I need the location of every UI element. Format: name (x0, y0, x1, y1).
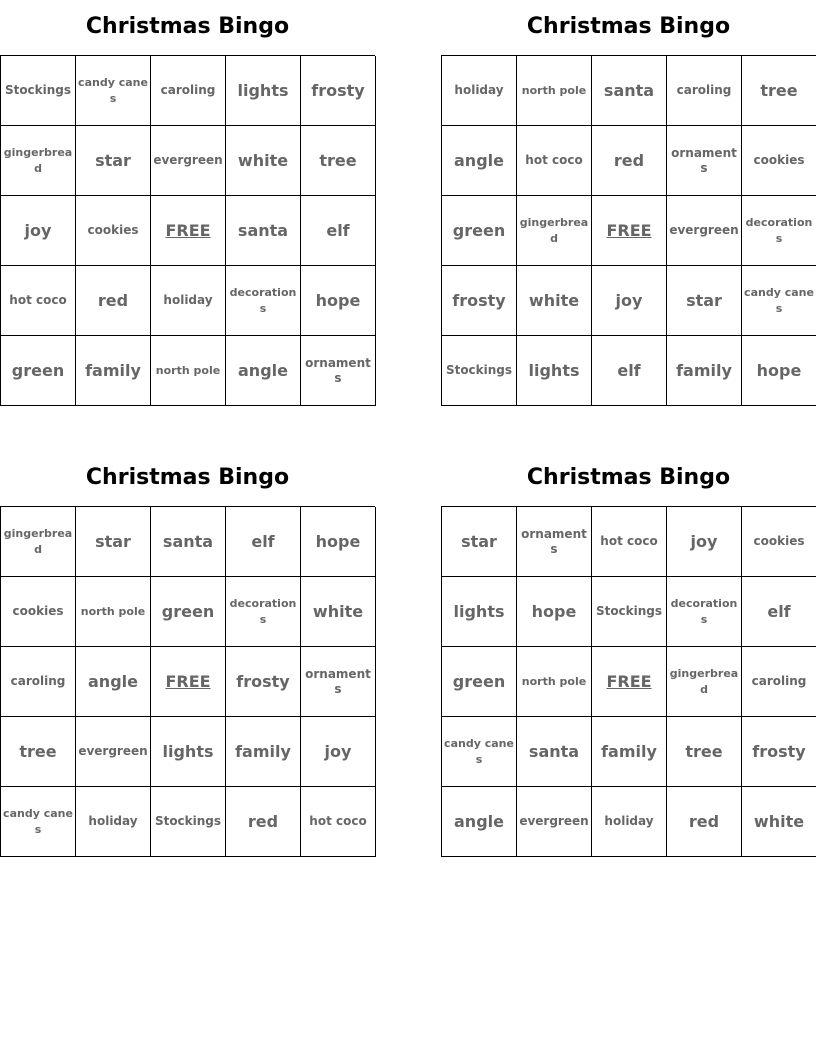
bingo-cell (1, 577, 76, 647)
bingo-cell (301, 266, 376, 336)
bingo-cell (442, 56, 517, 126)
bingo-cell (517, 336, 592, 406)
bingo-cell-text: santa (237, 220, 289, 240)
free-space-text: FREE (165, 220, 211, 240)
bingo-cell (442, 196, 517, 266)
bingo-cell (151, 336, 226, 406)
bingo-cell-text: red (688, 811, 720, 831)
bingo-cell-text: white (528, 290, 580, 310)
bingo-cell-text: cookies (12, 604, 64, 618)
bingo-cell (442, 717, 517, 787)
bingo-cell-text: caroling (10, 674, 66, 688)
bingo-cell-text: frosty (236, 671, 290, 691)
bingo-cell-text: green (161, 601, 215, 621)
bingo-cell (667, 577, 742, 647)
bingo-cell (592, 507, 667, 577)
bingo-cell-text: white (312, 601, 364, 621)
bingo-cell-text: decorations (229, 596, 297, 626)
bingo-cell-text: ornaments (305, 666, 371, 696)
bingo-cell (667, 266, 742, 336)
bingo-cell (76, 336, 151, 406)
bingo-cell (742, 717, 816, 787)
bingo-cell-text: star (461, 531, 497, 551)
bingo-cell-text: caroling (751, 674, 807, 688)
bingo-cell (1, 56, 76, 126)
bingo-cell (226, 647, 301, 717)
bingo-cell-text: tree (19, 741, 57, 761)
bingo-cell-text: gingerbread (3, 526, 73, 556)
bingo-cell-text: decorations (229, 285, 297, 315)
bingo-cell (742, 266, 816, 336)
bingo-cell (442, 266, 517, 336)
bingo-cell (301, 787, 376, 857)
bingo-cell-text: star (95, 150, 131, 170)
bingo-grid (0, 55, 375, 406)
bingo-cell (667, 647, 742, 717)
bingo-cell (151, 196, 226, 266)
bingo-cell (667, 126, 742, 196)
bingo-cell (592, 787, 667, 857)
bingo-cell (667, 787, 742, 857)
bingo-cell (742, 507, 816, 577)
bingo-cell (517, 787, 592, 857)
bingo-cell (517, 56, 592, 126)
bingo-cell (76, 266, 151, 336)
bingo-cell (517, 196, 592, 266)
bingo-cell-text: lights (162, 741, 214, 761)
bingo-cell (517, 717, 592, 787)
bingo-cell (76, 56, 151, 126)
bingo-cell (301, 717, 376, 787)
bingo-cell-text: family (85, 360, 141, 380)
bingo-cell-text: hope (315, 290, 361, 310)
bingo-cell-text: holiday (163, 293, 213, 307)
bingo-cell (1, 126, 76, 196)
bingo-cell (592, 647, 667, 717)
bingo-cell-text: Stockings (595, 604, 663, 618)
bingo-cell (76, 507, 151, 577)
free-space-text: FREE (165, 671, 211, 691)
bingo-cell-text: holiday (454, 83, 504, 97)
bingo-cell-text: frosty (311, 80, 365, 100)
bingo-cell (592, 56, 667, 126)
bingo-cell-text: candy canes (3, 806, 73, 836)
bingo-cell (742, 577, 816, 647)
bingo-cell-text: joy (690, 531, 718, 551)
bingo-cell (151, 56, 226, 126)
bingo-cell-text: north pole (155, 363, 221, 377)
bingo-cell-text: candy canes (78, 75, 148, 105)
bingo-cell-text: cookies (753, 534, 805, 548)
bingo-cell (442, 647, 517, 717)
card-title: Christmas Bingo (85, 465, 290, 490)
bingo-cell (592, 717, 667, 787)
bingo-cell (742, 56, 816, 126)
bingo-cell (517, 647, 592, 717)
bingo-cell (226, 196, 301, 266)
bingo-cell-text: candy canes (444, 736, 514, 766)
bingo-cell-text: santa (528, 741, 580, 761)
bingo-cell-text: joy (324, 741, 352, 761)
bingo-cell (517, 577, 592, 647)
bingo-cell-text: hot coco (309, 814, 367, 828)
bingo-cell-text: tree (319, 150, 357, 170)
bingo-cell (76, 126, 151, 196)
bingo-cell-text: family (601, 741, 657, 761)
bingo-cell (151, 787, 226, 857)
bingo-cell (517, 266, 592, 336)
bingo-cell-text: hope (531, 601, 577, 621)
bingo-cell-text: white (237, 150, 289, 170)
bingo-cell-text: family (235, 741, 291, 761)
bingo-cell (592, 196, 667, 266)
bingo-cell-text: lights (453, 601, 505, 621)
bingo-cell (1, 196, 76, 266)
bingo-cell-text: hope (315, 531, 361, 551)
bingo-cell (592, 126, 667, 196)
bingo-grid (441, 55, 816, 406)
bingo-cell (151, 647, 226, 717)
bingo-cell-text: santa (162, 531, 214, 551)
bingo-cell (517, 126, 592, 196)
bingo-cell-text: hot coco (600, 534, 658, 548)
bingo-cell-text: red (247, 811, 279, 831)
card-title: Christmas Bingo (526, 465, 731, 490)
bingo-cell (1, 507, 76, 577)
bingo-grid (0, 506, 375, 857)
bingo-cell-text: elf (326, 220, 350, 240)
bingo-cell (592, 266, 667, 336)
bingo-cell-text: red (97, 290, 129, 310)
bingo-cell (517, 507, 592, 577)
bingo-cell (742, 647, 816, 717)
bingo-cell-text: green (452, 220, 506, 240)
bingo-cell (151, 717, 226, 787)
bingo-cell-text: caroling (676, 83, 732, 97)
bingo-cell (301, 126, 376, 196)
bingo-cell (442, 787, 517, 857)
bingo-cell-text: elf (767, 601, 791, 621)
bingo-grid (441, 506, 816, 857)
bingo-cell-text: star (686, 290, 722, 310)
bingo-cell (76, 196, 151, 266)
bingo-cell-text: holiday (604, 814, 654, 828)
bingo-cell (592, 336, 667, 406)
bingo-cell-text: evergreen (669, 223, 739, 237)
card-title: Christmas Bingo (85, 14, 290, 39)
bingo-cell-text: decorations (745, 215, 813, 245)
bingo-cell (301, 577, 376, 647)
bingo-cell-text: joy (24, 220, 52, 240)
bingo-cell (151, 507, 226, 577)
bingo-cell (742, 787, 816, 857)
bingo-cell-text: elf (617, 360, 641, 380)
bingo-cell-text: candy canes (744, 285, 814, 315)
bingo-cell-text: green (11, 360, 65, 380)
bingo-cell (1, 717, 76, 787)
bingo-cell-text: gingerbread (3, 145, 73, 175)
bingo-cell (226, 717, 301, 787)
bingo-cell-text: elf (251, 531, 275, 551)
bingo-cell-text: Stockings (4, 83, 72, 97)
bingo-cell-text: Stockings (154, 814, 222, 828)
bingo-cell-text: white (753, 811, 805, 831)
bingo-cell (301, 336, 376, 406)
bingo-cell-text: north pole (80, 604, 146, 618)
bingo-cell (301, 196, 376, 266)
bingo-cell (667, 196, 742, 266)
bingo-cell (1, 647, 76, 717)
bingo-cell-text: tree (760, 80, 798, 100)
bingo-cell (226, 126, 301, 196)
bingo-cell (226, 56, 301, 126)
bingo-cell-text: ornaments (671, 145, 737, 175)
bingo-cell-text: angle (238, 360, 288, 380)
bingo-cell-text: ornaments (521, 526, 587, 556)
bingo-cell (1, 787, 76, 857)
bingo-cell-text: lights (237, 80, 289, 100)
bingo-cell-text: family (676, 360, 732, 380)
bingo-cell-text: evergreen (519, 814, 589, 828)
bingo-cell-text: santa (603, 80, 655, 100)
bingo-cell (226, 336, 301, 406)
bingo-cell (742, 196, 816, 266)
bingo-cell-text: green (452, 671, 506, 691)
free-space-text: FREE (606, 671, 652, 691)
bingo-cell (442, 126, 517, 196)
bingo-cell (226, 577, 301, 647)
bingo-cell-text: red (613, 150, 645, 170)
bingo-cell-text: hot coco (525, 153, 583, 167)
bingo-cell (667, 717, 742, 787)
card-title: Christmas Bingo (526, 14, 731, 39)
bingo-cell (76, 717, 151, 787)
bingo-cell-text: angle (454, 811, 504, 831)
bingo-cell-text: lights (528, 360, 580, 380)
bingo-cell (667, 507, 742, 577)
bingo-cell (301, 647, 376, 717)
bingo-cell-text: caroling (160, 83, 216, 97)
bingo-cell-text: joy (615, 290, 643, 310)
bingo-cell-text: evergreen (153, 153, 223, 167)
bingo-cell (742, 126, 816, 196)
bingo-cell (226, 787, 301, 857)
bingo-cell (226, 507, 301, 577)
bingo-cell-text: hope (756, 360, 802, 380)
bingo-cell (301, 507, 376, 577)
bingo-cell-text: gingerbread (519, 215, 589, 245)
bingo-cell-text: frosty (452, 290, 506, 310)
bingo-cell (442, 577, 517, 647)
bingo-cell (76, 787, 151, 857)
bingo-cell-text: north pole (521, 674, 587, 688)
bingo-cell-text: angle (88, 671, 138, 691)
bingo-cell (742, 336, 816, 406)
bingo-cell (1, 266, 76, 336)
bingo-cell-text: angle (454, 150, 504, 170)
bingo-cell-text: ornaments (305, 355, 371, 385)
free-space-text: FREE (606, 220, 652, 240)
bingo-cell (592, 577, 667, 647)
bingo-cell-text: frosty (752, 741, 806, 761)
bingo-cell-text: star (95, 531, 131, 551)
bingo-cell-text: cookies (753, 153, 805, 167)
bingo-cell-text: hot coco (9, 293, 67, 307)
bingo-cell (226, 266, 301, 336)
bingo-cell-text: decorations (670, 596, 738, 626)
bingo-cell (151, 126, 226, 196)
bingo-cell-text: gingerbread (669, 666, 739, 696)
bingo-cell (667, 336, 742, 406)
bingo-cell-text: tree (685, 741, 723, 761)
bingo-cell (151, 266, 226, 336)
bingo-cell-text: north pole (521, 83, 587, 97)
bingo-cell (667, 56, 742, 126)
bingo-cell (301, 56, 376, 126)
bingo-cell-text: holiday (88, 814, 138, 828)
bingo-cell (1, 336, 76, 406)
bingo-cell (76, 647, 151, 717)
bingo-cell (76, 577, 151, 647)
bingo-cell (442, 507, 517, 577)
bingo-cell (442, 336, 517, 406)
bingo-cell (151, 577, 226, 647)
bingo-cell-text: cookies (87, 223, 139, 237)
bingo-cell-text: evergreen (78, 744, 148, 758)
bingo-cell-text: Stockings (445, 363, 513, 377)
